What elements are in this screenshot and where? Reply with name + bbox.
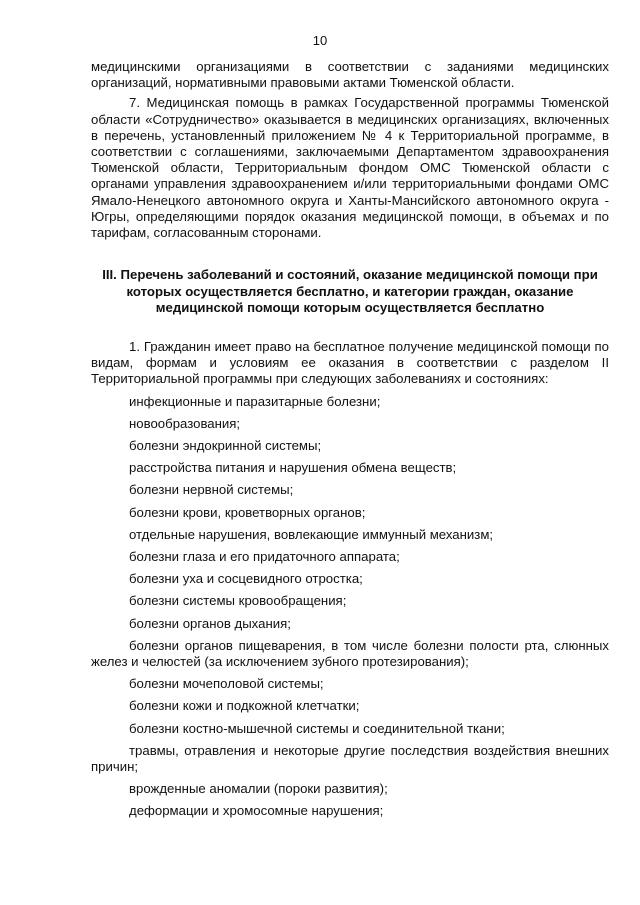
list-item: болезни системы кровообращения; [129,593,347,609]
list-item: болезни крови, кроветворных органов; [129,504,366,520]
list-item: болезни органов пищеварения, в том числе болезни полости рта, слюнных желез и челюстей (за исключением зубного протезирования); [91,637,609,670]
list-item: новообразования; [129,415,241,431]
page-number: 10 [312,33,328,48]
list-item: болезни мочеполовой системы; [129,676,324,692]
list-item: деформации и хромосомные нарушения; [129,803,384,819]
paragraph-continuation: медицинскими организациями в соответствии с заданиями медицинских организаций, нормативными правовыми актами Тюменской области. [91,59,609,91]
page-content [91,59,609,820]
list-item: болезни костно-мышечной системы и соединительной ткани; [129,720,505,736]
list-item: отдельные нарушения, вовлекающие иммунный механизм; [129,526,494,542]
list-item: болезни уха и сосцевидного отростка; [129,571,363,587]
list-item: болезни эндокринной системы; [129,438,322,454]
paragraph-7: 7. Медицинская помощь в рамках Государственной программы Тюменской области «Сотрудничество» оказывается в медицинских организациях, включенных в перечень, установленный приложением № 4 к Территориальной программе, в соответствии с соглашениями, заключаемыми Департаментом здравоохранения Тюменской области, Территориальным фондом ОМС Тюменской области с органами управления здравоохранением и/или территориальными фондами ОМС Ямало-Ненецкого автономного округа и Ханты-Мансийского автономного округа - Югры, определяющими порядок оказания медицинской помощи, в объемах и по тарифам, согласованным сторонами. [91,95,609,241]
list-item: врожденные аномалии (пороки развития); [129,781,388,797]
list-item: расстройства питания и нарушения обмена веществ; [129,460,457,476]
list-item: инфекционные и паразитарные болезни; [129,393,381,409]
list-item: болезни нервной системы; [129,482,294,498]
list-item: болезни кожи и подкожной клетчатки; [129,698,360,714]
list-item: болезни глаза и его придаточного аппарата; [129,549,400,565]
list-item: болезни органов дыхания; [129,615,291,631]
list-item: травмы, отравления и некоторые другие последствия воздействия внешних причин; [91,742,609,775]
paragraph-1: 1. Гражданин имеет право на бесплатное получение медицинской помощи по видам, формам и условиям ее оказания в соответствии с разделом II Территориальной программы при следующих заболеваниях и состояниях: [91,339,609,387]
section-title: III. Перечень заболеваний и состояний, оказание медицинской помощи при которых осуществляется бесплатно, и категории граждан, оказание медицинской помощи которым осуществляется бесплатно [102,267,598,316]
